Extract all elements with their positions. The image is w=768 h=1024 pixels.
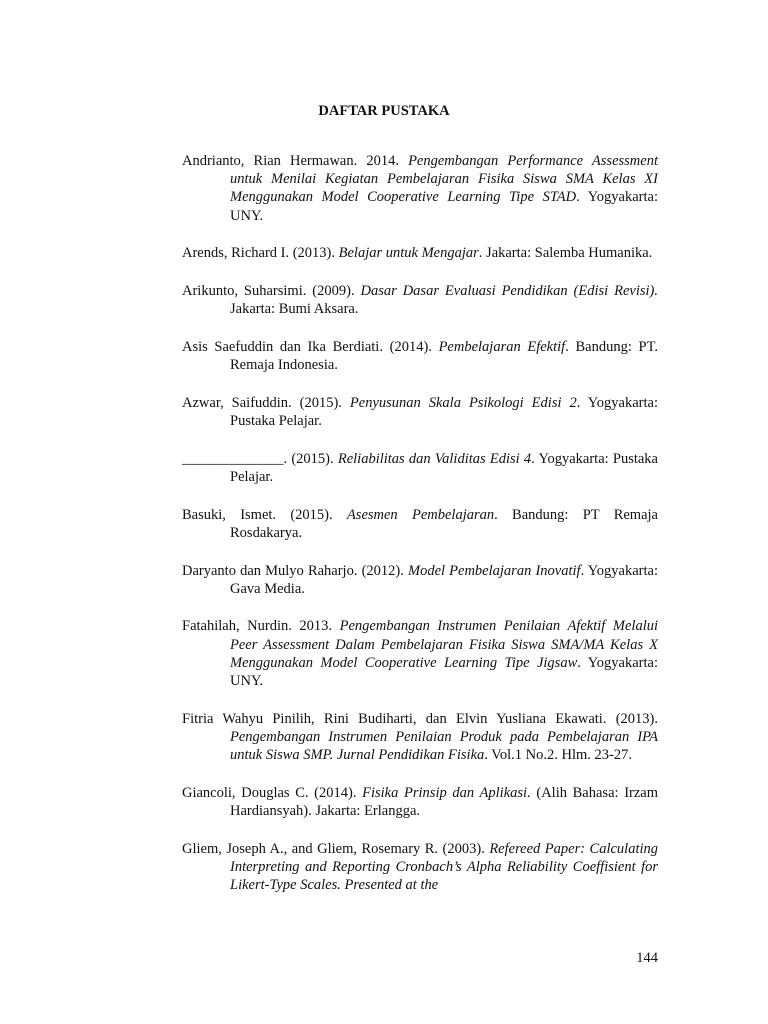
reference-author: Basuki, Ismet. (2015). — [182, 506, 347, 523]
reference-publisher: . Yogyakarta: UNY. — [230, 654, 658, 690]
reference-author: Giancoli, Douglas C. (2014). — [182, 784, 363, 801]
page-title: DAFTAR PUSTAKA — [318, 103, 450, 119]
reference-entry — [182, 710, 658, 765]
reference-author: Arikunto, Suharsimi. (2009). — [182, 283, 361, 300]
reference-author: ______________. (2015). — [182, 450, 338, 467]
reference-publisher: (Alih Bahasa: Irzam Hardiansyah). Jakarta: Erlangga. — [230, 784, 659, 820]
reference-entry — [182, 282, 658, 318]
reference-entry — [182, 338, 658, 374]
reference-entry — [182, 617, 658, 690]
reference-publisher: . Bandung: PT Remaja Rosdakarya. — [230, 506, 658, 541]
reference-author: Asis Saefuddin dan Ika Berdiati. (2014). — [182, 338, 439, 355]
reference-title: Penyusunan Skala Psikologi Edisi 2 — [349, 394, 577, 411]
reference-author: Fatahilah, Nurdin. 2013. — [182, 618, 340, 635]
reference-title: Belajar untuk Mengajar — [338, 245, 479, 262]
reference-title: Fisika Prinsip dan Aplikasi. — [362, 784, 531, 801]
reference-title: Pengembangan Instrumen Penilaian Afektif Melalui Peer Assessment Dalam Pembelajaran Fisika Siswa SMA/MA Kelas X Menggunakan Model Cooperative Learning Tipe Jigsaw — [230, 618, 658, 671]
page-number: 144 — [636, 950, 658, 966]
reference-publisher: . Yogyakarta: Pustaka Pelajar. — [230, 450, 658, 485]
reference-author: Arends, Richard I. (2013). — [182, 245, 339, 262]
reference-title: Pengembangan Performance Assessment untuk Menilai Kegiatan Pembelajaran Fisika Siswa SMA Kelas XI Menggunakan Model Cooperative Learning Tipe STAD — [230, 153, 658, 206]
reference-entry — [182, 562, 658, 598]
reference-title: Refereed Paper: Calculating Interpreting and Reporting Cronbach’s Alpha Reliability Coeffisient for Likert-Type Scales. Presented at the — [230, 840, 658, 894]
reference-list — [182, 152, 658, 914]
reference-entry — [182, 152, 658, 225]
reference-entry — [182, 840, 658, 895]
reference-author: Fitria Wahyu Pinilih, Rini Budiharti, dan Elvin Yusliana Ekawati. (2013). — [182, 710, 658, 727]
reference-title: Dasar Dasar Evaluasi Pendidikan (Edisi Revisi). — [360, 283, 659, 300]
reference-title: Pembelajaran Efektif — [438, 338, 566, 355]
reference-entry — [182, 506, 658, 542]
reference-author: Daryanto dan Mulyo Raharjo. (2012). — [182, 562, 408, 579]
reference-publisher: . Yogyakarta: Pustaka Pelajar. — [230, 394, 658, 430]
reference-entry — [182, 784, 658, 820]
reference-entry — [182, 244, 658, 262]
reference-publisher: . Vol.1 No.2. Hlm. 23-27. — [484, 747, 632, 764]
reference-publisher: Jakarta: Bumi Aksara. — [230, 301, 359, 318]
reference-publisher: . Yogyakarta: Gava Media. — [230, 562, 658, 597]
reference-title: Asesmen Pembelajaran — [346, 506, 495, 523]
reference-entry — [182, 450, 658, 486]
reference-title: Pengembangan Instrumen Penilaian Produk pada Pembelajaran IPA untuk Siswa SMP. Jurnal Pendidikan Fisika — [230, 728, 658, 764]
reference-author: Azwar, Saifuddin. (2015). — [182, 394, 350, 411]
reference-author: Andrianto, Rian Hermawan. 2014. — [182, 153, 409, 169]
reference-author: Gliem, Joseph A., and Gliem, Rosemary R. (2003). — [182, 840, 490, 857]
reference-publisher: . Yogyakarta: UNY. — [230, 189, 658, 224]
reference-entry — [182, 394, 658, 430]
reference-publisher: . Bandung: PT. Remaja Indonesia. — [230, 338, 659, 374]
reference-title: Model Pembelajaran Inovatif — [408, 562, 581, 579]
reference-title: Reliabilitas dan Validitas Edisi 4 — [337, 450, 532, 467]
reference-publisher: . Jakarta: Salemba Humanika. — [478, 245, 653, 262]
